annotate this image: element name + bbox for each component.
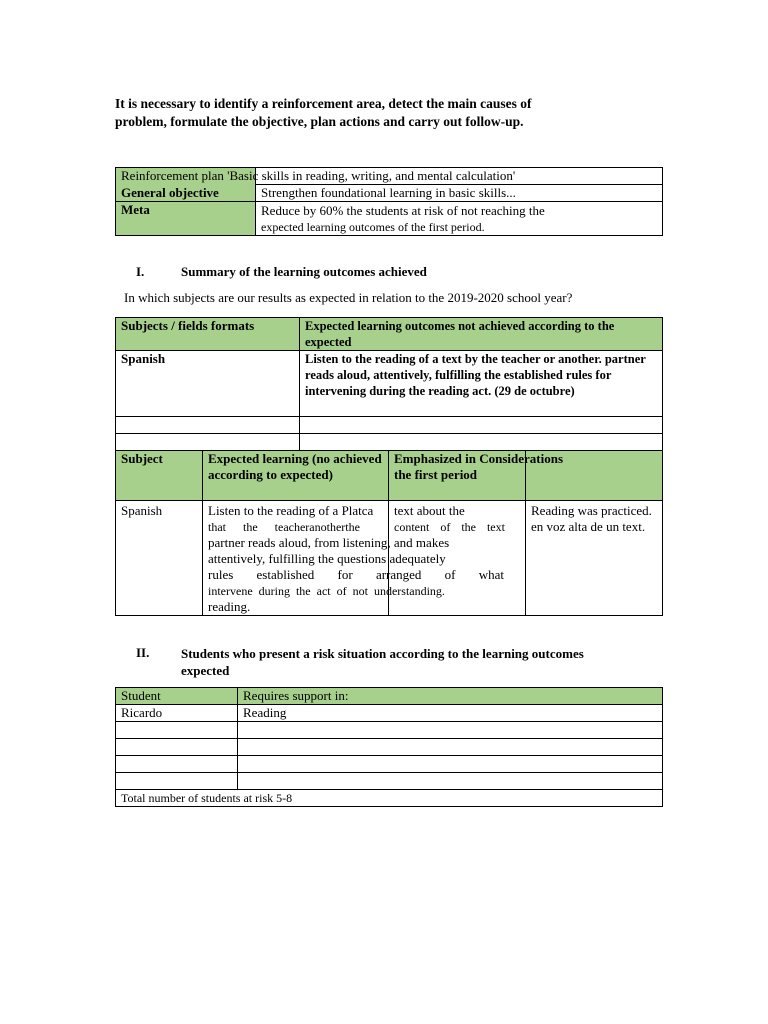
- emphasis-line-5: rules established for arranged of what: [208, 567, 505, 582]
- students-total: Total number of students at risk 5-8: [116, 790, 663, 807]
- emphasis-col3-line-2: content of the text: [394, 520, 505, 534]
- plan-title-cell: [116, 168, 663, 185]
- emphasis-line-2-part-a: that the teacher: [208, 520, 310, 534]
- outcomes-header-expected: Expected learning outcomes not achieved according to the expected: [300, 318, 663, 351]
- general-objective-label: General objective: [116, 185, 256, 202]
- students-header-support: Requires support in:: [238, 688, 663, 705]
- emphasis-header-expected: Expected learning (no achieved according to expected): [203, 451, 389, 501]
- meta-value: [256, 202, 663, 236]
- intro-paragraph: [115, 95, 585, 131]
- outcomes-row-outcome: Listen to the reading of a text by the teacher or another. partner reads aloud, attentively, fulfilling the established rules for intervening during the reading act. (29 de octubre): [300, 351, 663, 417]
- student-empty-cell: [116, 739, 238, 756]
- emphasis-line-1: Listen to the reading of a Platca: [208, 503, 374, 518]
- emphasis-header-text: Emphasized in Considerations the first period: [394, 451, 564, 482]
- student-name: Ricardo: [116, 705, 238, 722]
- emphasis-line-2-part-b: another: [309, 520, 346, 534]
- student-empty-cell: [238, 756, 663, 773]
- meta-label: Meta: [116, 202, 256, 236]
- section-2-title-line-1: Students who present a risk situation according to the learning outcomes: [181, 646, 584, 661]
- emphasis-line-2: [208, 519, 360, 535]
- outcomes-empty-cell: [116, 417, 300, 434]
- student-support: Reading: [238, 705, 663, 722]
- emphasis-line-2-part-c: the: [345, 520, 360, 534]
- student-empty-cell: [238, 722, 663, 739]
- outcomes-empty-cell: [116, 434, 300, 451]
- emphasis-line-4: attentively, fulfilling the questions adequately: [208, 551, 446, 566]
- emphasis-line-6: intervene during the act of not understanding.: [208, 584, 445, 598]
- section-2-numeral: II.: [136, 645, 150, 660]
- meta-value-line-1: Reduce by 60% the students at risk of not reaching the: [261, 203, 545, 218]
- outcomes-row-subject: Spanish: [116, 351, 300, 417]
- student-empty-cell: [238, 739, 663, 756]
- students-header-student: Student: [116, 688, 238, 705]
- emphasis-line-7: reading.: [208, 599, 251, 614]
- outcomes-table: [115, 317, 663, 451]
- section-2-title-line-2: expected: [181, 663, 230, 678]
- emphasis-col3-line-1: text about the: [394, 503, 465, 518]
- emphasis-row-considerations: Reading was practiced. en voz alta de un text.: [526, 501, 663, 616]
- emphasis-header-subject: Subject: [116, 451, 203, 501]
- outcomes-empty-cell: [300, 417, 663, 434]
- student-empty-cell: [116, 722, 238, 739]
- emphasis-header-emphasized: [389, 451, 564, 501]
- intro-line-2: problem, formulate the objective, plan actions and carry out follow-up.: [115, 114, 524, 129]
- student-empty-cell: [116, 773, 238, 790]
- emphasis-table: [115, 450, 663, 616]
- meta-value-line-2: expected learning outcomes of the first period.: [261, 220, 485, 234]
- students-table: [115, 687, 663, 807]
- plan-title: Reinforcement plan 'Basic skills in reading, writing, and mental calculation': [121, 168, 516, 183]
- section-1-numeral: I.: [136, 264, 145, 279]
- outcomes-header-subjects: Subjects / fields formats: [116, 318, 300, 351]
- student-empty-cell: [116, 756, 238, 773]
- section-2-title: [181, 645, 584, 679]
- emphasis-row-subject: Spanish: [116, 501, 203, 616]
- general-objective-value: Strengthen foundational learning in basic skills...: [256, 185, 663, 202]
- student-empty-cell: [238, 773, 663, 790]
- section-1-question: In which subjects are our results as expected in relation to the 2019-2020 school year?: [124, 290, 573, 305]
- section-1-title: Summary of the learning outcomes achieved: [181, 264, 427, 279]
- plan-table: [115, 167, 663, 236]
- intro-line-1: It is necessary to identify a reinforcement area, detect the main causes of: [115, 96, 532, 111]
- outcomes-empty-cell: [300, 434, 663, 451]
- emphasis-line-3: partner reads aloud, from listening, and makes: [208, 535, 450, 550]
